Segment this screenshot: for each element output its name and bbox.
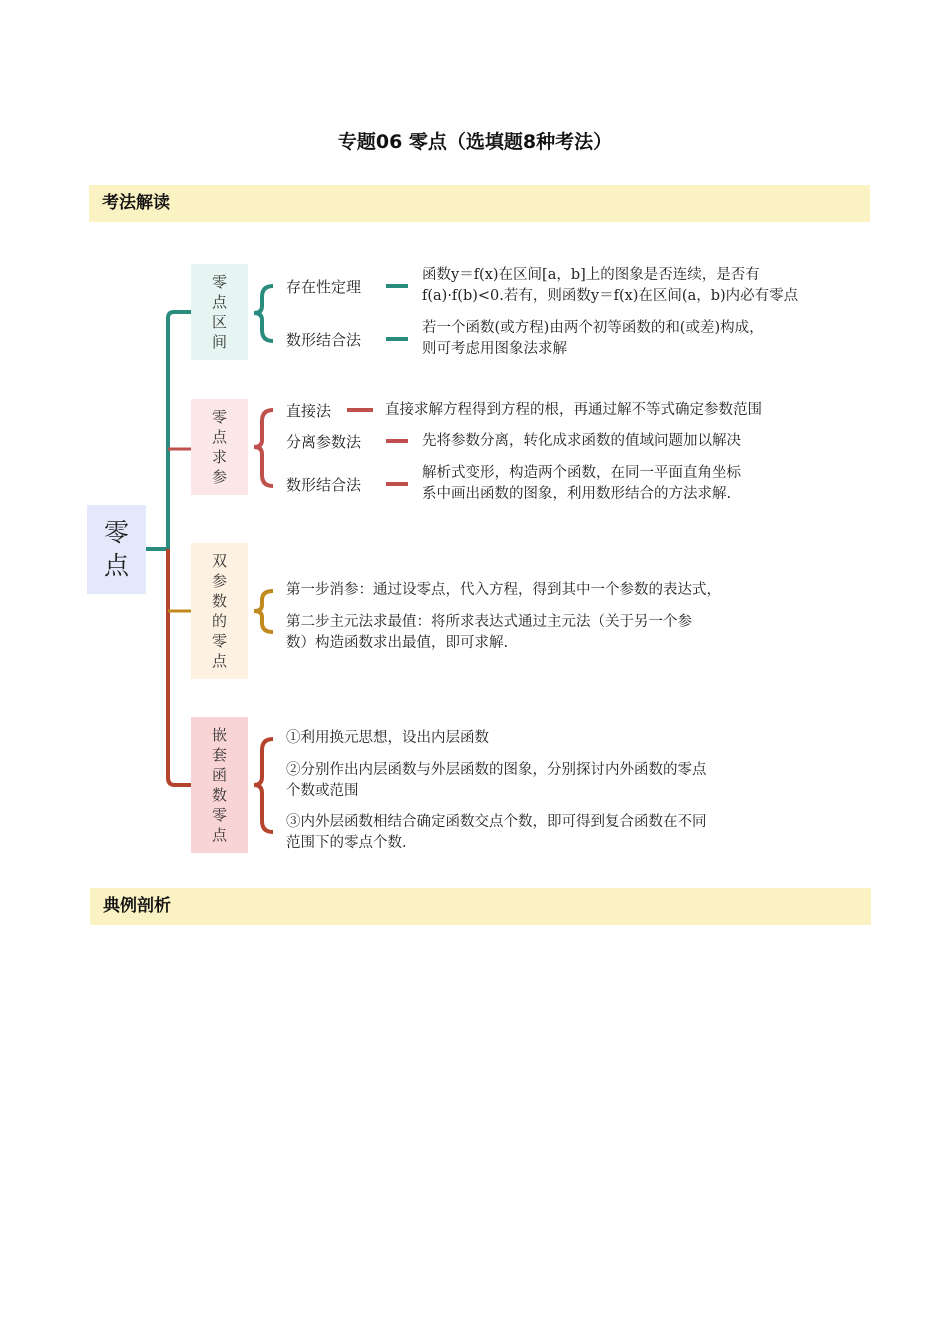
step-text <box>286 612 692 654</box>
desc-line: ③内外层函数相结合确定函数交点个数，即可得到复合函数在不同 <box>286 814 707 830</box>
desc-line: ②分别作出内层函数与外层函数的图象，分别探讨内外函数的零点 <box>286 762 707 778</box>
desc-line: 若一个函数(或方程)由两个初等函数的和(或差)构成， <box>422 320 764 336</box>
branch-char: 参 <box>211 572 227 590</box>
root-char: 点 <box>103 551 129 580</box>
desc-line: f(a)·f(b)<0.若有，则函数y＝f(x)在区间(a，b)内必有零点 <box>422 288 799 304</box>
branch-char: 间 <box>211 333 227 351</box>
step-text <box>286 812 707 854</box>
root-char: 零 <box>103 518 129 547</box>
branch-char: 的 <box>211 612 227 630</box>
method-label: 数形结合法 <box>286 331 362 349</box>
method-desc <box>422 463 741 505</box>
desc-line: ①利用换元思想，设出内层函数 <box>286 730 489 746</box>
branch-char: 零 <box>211 273 227 291</box>
branch-char: 点 <box>211 293 227 311</box>
method-desc <box>422 318 764 360</box>
method-label: 分离参数法 <box>286 433 362 451</box>
desc-line: 系中画出函数的图象，利用数形结合的方法求解. <box>422 486 732 502</box>
branch-char: 数 <box>211 786 227 804</box>
desc-line: 先将参数分离，转化成求函数的值域问题加以解决 <box>422 433 741 449</box>
step-text <box>286 580 721 601</box>
section-header-kaofa: 考法解读 <box>89 185 870 222</box>
method-label: 存在性定理 <box>286 278 362 296</box>
branch-char: 求 <box>211 448 227 466</box>
branch-two-param <box>191 543 248 679</box>
method-desc <box>422 431 741 452</box>
desc-line: 函数y＝f(x)在区间[a，b]上的图象是否连续，是否有 <box>422 267 760 283</box>
step-text <box>286 728 489 749</box>
branch-char: 点 <box>211 826 227 844</box>
step-text <box>286 760 707 802</box>
desc-line: 第一步消参：通过设零点，代入方程，得到其中一个参数的表达式， <box>286 582 721 598</box>
branch-char: 零 <box>211 806 227 824</box>
branch-char: 点 <box>211 428 227 446</box>
desc-line: 范围下的零点个数. <box>286 835 407 851</box>
method-label: 直接法 <box>286 402 332 420</box>
desc-line: 直接求解方程得到方程的根，再通过解不等式确定参数范围 <box>385 402 762 418</box>
desc-line: 数）构造函数求出最值，即可求解. <box>286 635 509 651</box>
branch-char: 零 <box>211 632 227 650</box>
branch-char: 嵌 <box>211 726 227 744</box>
branch-char: 数 <box>211 592 227 610</box>
branch-char: 点 <box>211 652 227 670</box>
branch-nested-function <box>191 717 248 853</box>
branch-char: 套 <box>211 746 227 764</box>
mindmap-root <box>87 505 146 594</box>
branch-zero-param <box>191 399 248 495</box>
branch-zero-interval <box>191 264 248 360</box>
method-desc <box>385 400 762 421</box>
branch-char: 双 <box>211 552 227 570</box>
desc-line: 则可考虑用图象法求解 <box>422 341 567 357</box>
desc-line: 解析式变形，构造两个函数，在同一平面直角坐标 <box>422 465 741 481</box>
method-label: 数形结合法 <box>286 476 362 494</box>
branch-char: 参 <box>211 468 227 486</box>
section-header-examples: 典例剖析 <box>90 888 871 925</box>
method-desc <box>422 265 798 307</box>
branch-char: 零 <box>211 408 227 426</box>
page-title: 专题06 零点（选填题8种考法） <box>337 131 613 153</box>
desc-line: 个数或范围 <box>286 783 359 799</box>
branch-char: 区 <box>211 313 227 331</box>
desc-line: 第二步主元法求最值：将所求表达式通过主元法（关于另一个参 <box>286 614 692 630</box>
branch-char: 函 <box>211 766 227 784</box>
